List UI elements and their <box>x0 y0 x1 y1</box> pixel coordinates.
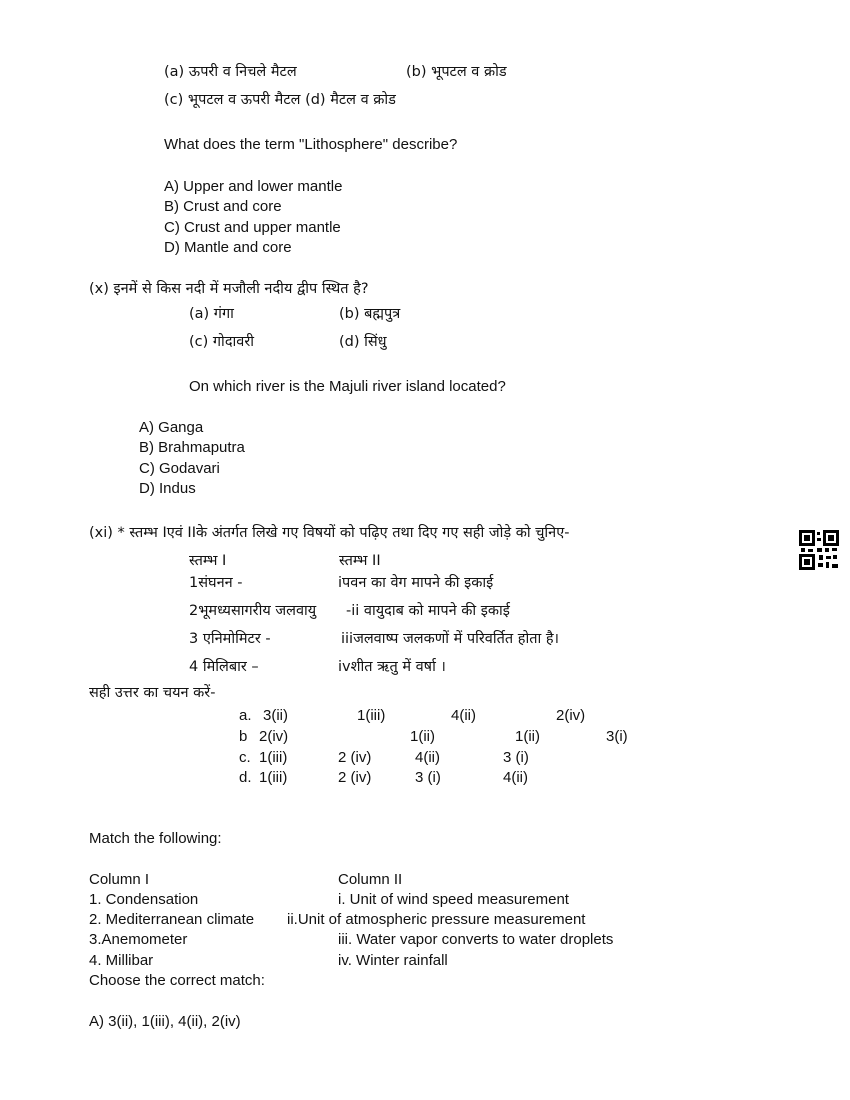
q11-row-right: iपवन का वेग मापने की इकाई <box>338 575 494 591</box>
answer-cell: 2 (iv) <box>338 769 372 786</box>
english-row-right: iii. Water vapor converts to water droplets <box>338 931 614 948</box>
q10-english-option: D) Indus <box>139 480 196 497</box>
q10-english-option: A) Ganga <box>139 419 204 436</box>
q9-english-option: B) Crust and core <box>164 198 282 215</box>
qr-code-icon <box>799 530 839 570</box>
q10-hindi-option-c: (c) गोदावरी <box>189 334 255 350</box>
english-row-right: iv. Winter rainfall <box>338 952 448 969</box>
english-choose-prompt: Choose the correct match: <box>89 972 265 989</box>
q10-hindi-option-d: (d) सिंधु <box>339 334 387 350</box>
q9-english-option: A) Upper and lower mantle <box>164 178 343 195</box>
answer-cell: 2(iv) <box>556 707 586 724</box>
answer-cell: 4(ii) <box>451 707 476 724</box>
q11-choose-prompt: सही उत्तर का चयन करें- <box>89 685 216 701</box>
q11-col2-header: स्तम्भ II <box>339 553 381 569</box>
answer-cell: 2(iv) <box>259 728 289 745</box>
q10-english-option: C) Godavari <box>139 460 220 477</box>
answer-option-label: c. <box>239 749 251 766</box>
answer-cell: 1(ii) <box>515 728 540 745</box>
answer-option-label: a. <box>239 707 252 724</box>
q10-hindi-option-a: (a) गंगा <box>189 306 234 322</box>
answer-cell: 3(i) <box>606 728 628 745</box>
q9-english-question: What does the term "Lithosphere" describe? <box>164 136 458 153</box>
q11-row-left: 2भूमध्यसागरीय जलवायु <box>189 603 317 619</box>
q10-hindi-option-b: (b) बह्मपुत्र <box>339 306 401 322</box>
q10-english-option: B) Brahmaputra <box>139 439 245 456</box>
answer-cell: 3 (i) <box>415 769 441 786</box>
answer-cell: 3 (i) <box>503 749 529 766</box>
answer-cell: 4(ii) <box>503 769 528 786</box>
english-row-left: 1. Condensation <box>89 891 199 908</box>
english-row-left: 3.Anemometer <box>89 931 188 948</box>
q9-hindi-option-a: (a) ऊपरी व निचले मैटल <box>164 64 297 80</box>
answer-cell: 4(ii) <box>415 749 440 766</box>
q11-row-left: 1संघनन - <box>189 575 243 591</box>
english-col1-header: Column I <box>89 871 150 888</box>
answer-option-label: b <box>239 728 248 745</box>
q9-hindi-option-c-d: (c) भूपटल व ऊपरी मैटल (d) मैटल व क्रोड <box>164 92 396 108</box>
answer-cell: 1(iii) <box>259 769 288 786</box>
q11-row-right: iiiजलवाष्प जलकणों में परिवर्तित होता है। <box>341 631 560 647</box>
q11-col1-header: स्तम्भ I <box>189 553 227 569</box>
q10-hindi-question: (x) इनमें से किस नदी में मजौली नदीय द्वीप स्थित है? <box>89 281 369 297</box>
q11-row-left: 3 एनिमोमिटर - <box>189 631 271 647</box>
match-heading: Match the following: <box>89 830 222 847</box>
q9-english-option: D) Mantle and core <box>164 239 292 256</box>
answer-cell: 1(iii) <box>357 707 386 724</box>
q9-english-option: C) Crust and upper mantle <box>164 219 341 236</box>
answer-cell: 3(ii) <box>263 707 288 724</box>
q11-row-right: ivशीत ऋतु में वर्षा । <box>338 659 446 675</box>
english-answer-option-a: A) 3(ii), 1(iii), 4(ii), 2(iv) <box>89 1013 241 1030</box>
q9-hindi-option-b: (b) भूपटल व क्रोड <box>406 64 507 80</box>
answer-cell: 1(ii) <box>410 728 435 745</box>
answer-cell: 1(iii) <box>259 749 288 766</box>
q11-hindi-question: (xi) * स्तम्भ Iएवं IIके अंतर्गत लिखे गए विषयों को पढ़िए तथा दिए गए सही जोड़े को चुनिए- <box>89 525 570 541</box>
q10-english-question: On which river is the Majuli river island located? <box>189 378 506 395</box>
english-row-left: 4. Millibar <box>89 952 154 969</box>
q11-row-left: 4 मिलिबार – <box>189 659 259 675</box>
english-row-right: ii.Unit of atmospheric pressure measurement <box>287 911 586 928</box>
answer-option-label: d. <box>239 769 252 786</box>
english-col2-header: Column II <box>338 871 403 888</box>
english-row-left: 2. Mediterranean climate <box>89 911 255 928</box>
answer-cell: 2 (iv) <box>338 749 372 766</box>
english-row-right: i. Unit of wind speed measurement <box>338 891 569 908</box>
q11-row-right: -ii वायुदाब को मापने की इकाई <box>346 603 510 619</box>
